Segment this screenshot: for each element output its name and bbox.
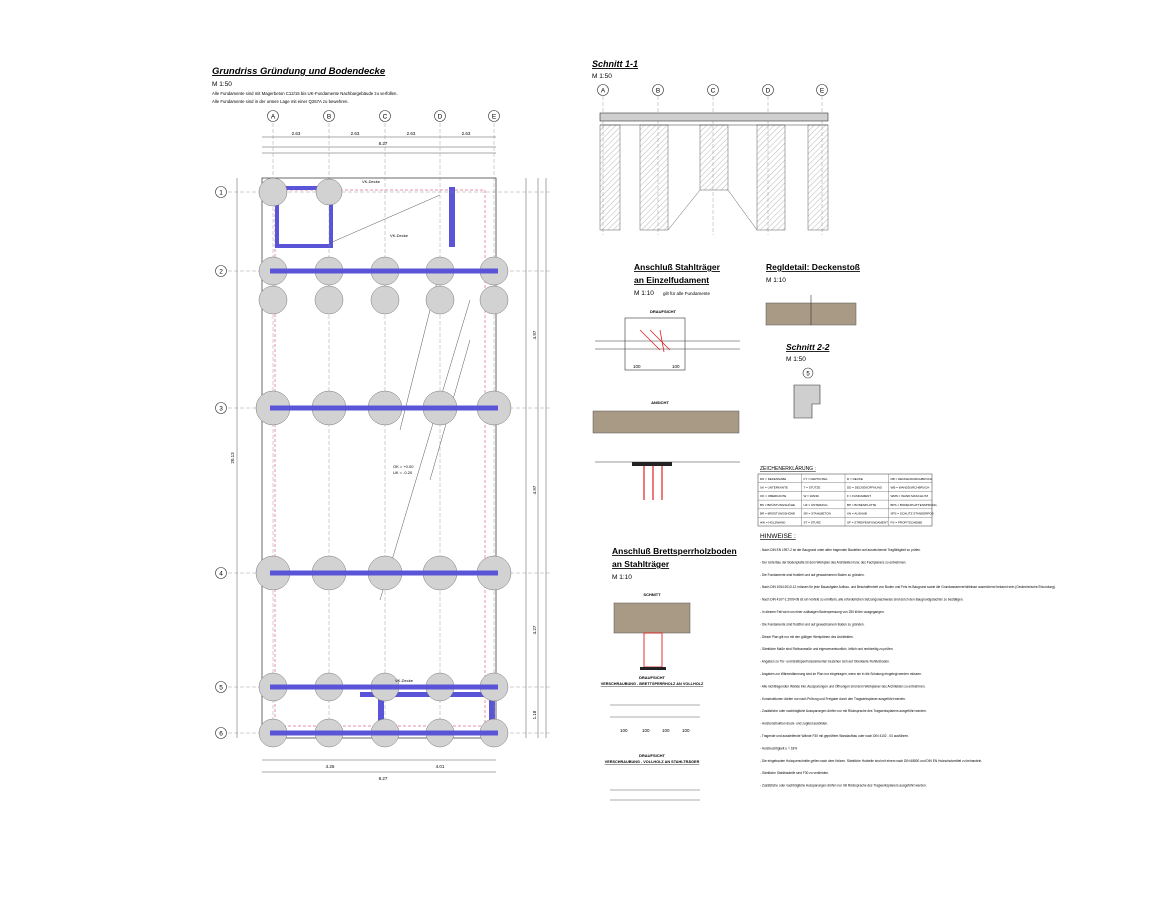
dim-100: 100 bbox=[642, 728, 650, 733]
legend-cell: AN = AUSHUB bbox=[847, 511, 867, 516]
steel-flange bbox=[640, 667, 666, 670]
section-foundation-hatch bbox=[640, 125, 668, 230]
note-item: - Konstruktionen dürfen nur nach Prüfung und Freigabe durch den Tragwerksplaner ausgeführt werden. bbox=[760, 696, 906, 701]
note-item: - Angaben zur Wärmedämmung sind im Plan nur eingetragen, wenn sie in die Schalung eingelegt werden müssen. bbox=[760, 672, 922, 676]
foundation-pad bbox=[480, 286, 508, 314]
steel-post-blue bbox=[449, 187, 455, 247]
detail-decke bbox=[766, 262, 860, 325]
section-slab bbox=[600, 113, 828, 121]
note-item: - Tragende und aussteifende Wände F30 mit geprüftem Wandaufbau oder nach DIN 4102 - 04 ausführen. bbox=[760, 734, 909, 738]
section-2-2 bbox=[786, 342, 830, 418]
steel-beam-blue bbox=[270, 571, 498, 576]
plan-header bbox=[212, 66, 398, 104]
section-1-1-title: Schnitt 1-1 bbox=[592, 59, 639, 69]
steel-beam-blue bbox=[270, 731, 498, 736]
label-vk-decke: VK-Decke bbox=[362, 179, 381, 184]
dim-right: 1.18 bbox=[532, 710, 537, 720]
note-item: - Alle nichttragenden Wände inkl. Aussparungen und Öffnungen sind dem Werkplaner des Architekten zu entnehmen. bbox=[760, 684, 926, 689]
dim-top: 2.63 bbox=[350, 131, 360, 136]
plan-axis-labels bbox=[216, 111, 500, 739]
anchor-red bbox=[650, 330, 670, 350]
legend-cell: ST = STURZ bbox=[803, 520, 821, 525]
label-draufsicht: DRAUFSICHT bbox=[639, 675, 665, 680]
label-ok: OK = +0.00 bbox=[393, 464, 414, 469]
notes-title: HINWEISE : bbox=[760, 533, 796, 540]
note-item: - Sämtliche Maße sind Rohbaumaße und eigenverantwortlich, örtlich und rechtzeitig zu prüfen. bbox=[760, 647, 894, 652]
foundation-pad bbox=[371, 286, 399, 314]
legend-cell: UK = UNTERKANTE bbox=[760, 485, 788, 490]
note-item: - Die Fundamente sind frostfrei und auf gewachsenem Boden zu gründen. bbox=[760, 622, 865, 627]
dim-100: 100 bbox=[620, 728, 628, 733]
axis-label: B bbox=[326, 113, 332, 121]
section-foundation-hatch bbox=[757, 125, 785, 230]
legend-cell: BR = BRÜSTUNGSHÖHE bbox=[760, 511, 796, 516]
steel-section bbox=[644, 633, 662, 667]
legend-cell: BS = BRÜSTUNGSHÖHE bbox=[760, 502, 795, 507]
plan-title: Grundriss Gründung und Bodendecke bbox=[212, 66, 386, 77]
label-schnitt: SCHNITT bbox=[643, 592, 661, 597]
dim-100: 100 bbox=[633, 364, 641, 369]
legend-cell: DD = DECKENOFFNUNG bbox=[847, 485, 883, 490]
foundation-pad bbox=[316, 179, 342, 205]
foundation-pad bbox=[259, 286, 287, 314]
legend-cell: F = FUNDAMENT bbox=[847, 494, 872, 499]
label-vk-decke: VK-Decke bbox=[395, 678, 414, 683]
detail-steel-title-1: Anschluß Stahlträger bbox=[634, 262, 720, 272]
foundation-pad bbox=[426, 286, 454, 314]
dim-total: 8.27 bbox=[378, 141, 388, 146]
foundation-pad bbox=[259, 178, 287, 206]
legend-cell: HW = HOLZWAND bbox=[760, 520, 786, 525]
steel-beam-blue bbox=[270, 406, 498, 411]
axis-label: E bbox=[491, 113, 497, 121]
note-item: - Dieser Plan gilt nur mit den gültigen Werkplänen des Architekten. bbox=[760, 634, 854, 639]
legend-cell: SF = STREIFENFUNDAMENT bbox=[847, 520, 888, 525]
detail-decke-title: Regldetail: Deckenstoß bbox=[766, 262, 860, 272]
section-slope bbox=[668, 190, 700, 230]
note-item: - Die Fundamente sind frostfrei und auf gewachsenem Boden zu gründen. bbox=[760, 572, 865, 577]
detail-clt-title-1: Anschluß Brettsperrholzboden bbox=[612, 546, 737, 556]
detail-clt-scale: M 1:10 bbox=[612, 574, 632, 581]
legend-cell: FT = FERTIGTEIL bbox=[803, 476, 828, 481]
foundation-pad bbox=[315, 286, 343, 314]
section-slope bbox=[728, 190, 757, 230]
dim-height: 20.13 bbox=[230, 452, 235, 464]
axis-label: 2 bbox=[219, 268, 223, 276]
note-item: - Angaben zu Tür- und Brettsperrholzelementen beziehen sich auf Oberkante Rohfußboden. bbox=[760, 659, 890, 664]
detail-clt-title-2: an Stahlträger bbox=[612, 559, 670, 569]
steel-beam-blue bbox=[270, 685, 498, 690]
label-uk: UK = -0.20 bbox=[393, 470, 413, 475]
dim-right: 4.97 bbox=[532, 485, 537, 495]
legend-cell: DN = DEKENNABE bbox=[760, 476, 787, 481]
note-item: - Die eingebauten Holzquerschnitte gelten nach dem Holzen. Sämtliche Holzteile sind mit einem nach DIN 68800 und DIN EN Holzschutzmittel zu behandeln. bbox=[760, 758, 983, 763]
note-item: - Zusätzliche oder nachträgliche Aussparungen dürfen nur mit Rücksprache des Tragwerksplaners ausgeführt werden. bbox=[760, 709, 927, 714]
dim-right: 4.97 bbox=[532, 330, 537, 340]
note-item: - Sämtliche Stahlbauteile sind F30 zu verkleiden. bbox=[760, 771, 829, 776]
legend-cell: SPS = SCHLITZ STANDERPOS bbox=[890, 511, 934, 516]
legend bbox=[758, 465, 937, 526]
axis-label: 1 bbox=[219, 189, 223, 197]
section-1-1-scale: M 1:50 bbox=[592, 73, 612, 80]
legend-cell: W = WAND bbox=[803, 494, 819, 499]
detail-clt bbox=[601, 546, 737, 800]
legend-cell: OK = OBERKANTE bbox=[760, 494, 787, 499]
legend-cell: D = DECKE bbox=[847, 476, 863, 481]
label-draufsicht: DRAUFSICHT bbox=[639, 753, 665, 758]
label-verschraubung: VERSCHRAUBUNG - BRETTSPERRHOLZ AN VOLLHOLZ bbox=[600, 682, 704, 686]
axis-label: C bbox=[710, 87, 716, 95]
axis-label: 5 bbox=[806, 371, 810, 378]
dim-100: 100 bbox=[672, 364, 680, 369]
section-2-2-scale: M 1:50 bbox=[786, 356, 806, 363]
section-1-1 bbox=[592, 59, 828, 235]
legend-title: ZEICHENERKLÄRUNG : bbox=[760, 466, 816, 472]
note-item: - Nach DIN 4107-1:2009-08 ist ein Vorfeld zu ermitteln, alle erforderlichen Setzungsnachweise sind durch den Baugrundgutachter zu bestätigen. bbox=[760, 597, 964, 602]
clt-panel-section bbox=[614, 603, 690, 633]
dim-bottom: 4.01 bbox=[435, 764, 445, 769]
plan-note-1: Alle Fundamente sind mit Magerbeton C12/15 bis UK-Fundamente Nachbargebäude zu verfüllen. bbox=[212, 91, 398, 96]
legend-cell: SR = STAHLBETON bbox=[803, 511, 831, 516]
note-item: - Holzkonstruktion druck- und zugfest ausbilden. bbox=[760, 721, 829, 726]
steel-beam-blue bbox=[270, 269, 498, 274]
axis-label: A bbox=[600, 87, 606, 95]
legend-cell: UZ = UNTERZUG bbox=[803, 502, 828, 507]
note-item: - Nach DIN 1054:2010-12 müssen für jede Bauaufgabe Aufbau- und Beschaffenheit von Boden und Fels im Baugrund sowie die Grundwasserverhältnisse ausreichend bekannt sein (Geotechnische Erkundung). bbox=[760, 585, 1056, 590]
section-2-2-shape bbox=[794, 385, 820, 418]
note-item: - Holzfeuchtigkeit u = 18% bbox=[760, 746, 798, 751]
legend-cell: BPS = BODENPLATTENSPRUNG bbox=[890, 502, 937, 507]
detail-steel-scale-note: gilt für alle Fundamente bbox=[663, 291, 711, 296]
axis-label: 4 bbox=[219, 570, 223, 578]
label-verschraubung: VERSCHRAUBUNG - VOLLHOLZ AN STAHLTRÄGER bbox=[604, 760, 700, 764]
legend-cell: WMS = WAND MASCHLITZ bbox=[890, 494, 929, 499]
dim-bottom: 4.26 bbox=[325, 764, 335, 769]
label-ansicht: ANSICHT bbox=[651, 400, 669, 405]
dim-top: 2.63 bbox=[461, 131, 471, 136]
axis-label: 5 bbox=[219, 684, 223, 692]
plan-note-2: Alle Fundamente sind in der untere Lage mit einer Q257A zu bewehren. bbox=[212, 99, 349, 104]
note-item: - Zusätzliche oder nachträgliche Aussparungen dürfen nur mit Rücksprache des Tragwerksplaners ausgeführt werden. bbox=[760, 783, 927, 788]
label-draufsicht: DRAUFSICHT bbox=[650, 309, 676, 314]
axis-label: A bbox=[270, 113, 276, 121]
axis-label: D bbox=[765, 87, 771, 95]
dim-100: 100 bbox=[682, 728, 690, 733]
notes bbox=[760, 533, 1056, 788]
anchor-red bbox=[640, 330, 660, 350]
timber-elevation bbox=[593, 411, 739, 433]
dim-top: 2.63 bbox=[291, 131, 301, 136]
dim-top: 2.63 bbox=[406, 131, 416, 136]
detail-steel-title-2: an Einzelfudament bbox=[634, 275, 710, 285]
plate-plan bbox=[625, 318, 685, 370]
section-foundation-hatch bbox=[700, 125, 728, 190]
legend-cell: T = STÜTZE bbox=[803, 485, 821, 490]
detail-steel-foundation bbox=[593, 262, 740, 500]
steel-plate-section bbox=[632, 462, 672, 466]
axis-label: D bbox=[437, 113, 443, 121]
axis-label: 6 bbox=[219, 730, 223, 738]
legend-cell: PS = PROFITSCHEIBE bbox=[890, 520, 923, 525]
axis-label: E bbox=[819, 87, 825, 95]
dim-right: 4.27 bbox=[532, 625, 537, 635]
detail-steel-scale: M 1:10 bbox=[634, 290, 654, 297]
legend-cell: WB = WANDDURCHBRUCH bbox=[890, 485, 930, 490]
section-foundation-hatch bbox=[600, 125, 620, 230]
dim-bottom-total: 8.27 bbox=[378, 776, 388, 781]
axis-label: C bbox=[382, 113, 388, 121]
section-2-2-title: Schnitt 2-2 bbox=[786, 342, 830, 352]
axis-label: B bbox=[655, 87, 661, 95]
note-item: - Nach DIN EN 1997-2 ist der Baugrund unter allen tragenden Bauteilen auf ausreichende Tragfähigkeit zu prüfen. bbox=[760, 548, 921, 552]
section-foundation-hatch bbox=[808, 125, 828, 230]
brace-line bbox=[380, 300, 470, 600]
legend-cell: BP = BODENPLATTE bbox=[847, 502, 877, 507]
label-vk-decke: VK-Decke bbox=[390, 233, 409, 238]
dim-100: 100 bbox=[662, 728, 670, 733]
plan-scale: M 1:50 bbox=[212, 81, 232, 88]
note-item: - In diesem Fall wird von einer zulässigen Bodenpressung von 250 kN/m² ausgegangen. bbox=[760, 610, 885, 614]
note-item: - Der Unterbau der Bodenplatte ist dem Werkplan des Architekten bzw. des Fachplaners zu entnehmen. bbox=[760, 560, 907, 565]
plan-drawing bbox=[228, 123, 550, 772]
axis-label: 3 bbox=[219, 405, 223, 413]
detail-decke-scale: M 1:10 bbox=[766, 277, 786, 284]
legend-cell: DB = DECKENDURCHBRUCH bbox=[890, 476, 933, 481]
